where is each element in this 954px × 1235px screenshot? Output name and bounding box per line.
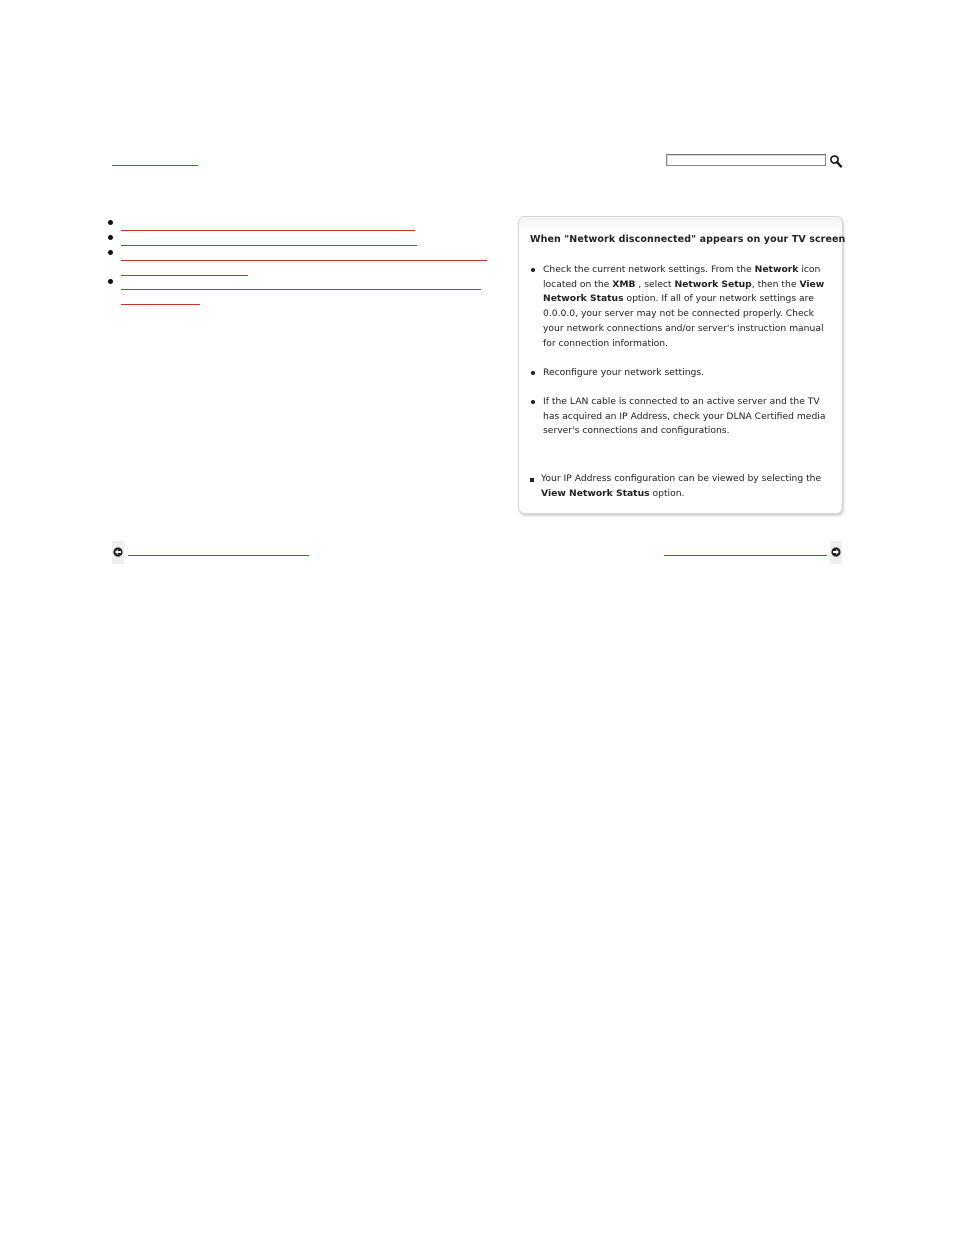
list-item <box>108 216 498 231</box>
bullet-text: , select <box>635 278 675 290</box>
bullet-text: Reconfigure your network settings. <box>543 367 705 379</box>
related-link[interactable] <box>121 246 487 261</box>
related-link[interactable] <box>121 216 415 231</box>
list-item <box>530 263 830 351</box>
arrow-right-circle-icon <box>831 547 841 557</box>
view-network-status-label: View Network Status <box>541 487 650 499</box>
network-label: Network <box>754 264 799 275</box>
arrow-left-circle-icon <box>113 547 123 557</box>
related-links-list <box>108 216 498 306</box>
search-input[interactable] <box>666 154 826 166</box>
view-network-status-label: View Network Status <box>543 278 825 305</box>
next-page-button[interactable] <box>830 541 842 564</box>
list-item <box>530 395 830 439</box>
note <box>529 472 846 501</box>
network-setup-label: Network Setup <box>674 278 752 290</box>
home-link[interactable] <box>112 156 198 166</box>
magnifier-icon <box>829 154 843 168</box>
bullet-text: option. If all of your network settings are 0.0.0.0, your server may not be connected properly. Check your network connections and/or server's instruction manual for connection information. <box>543 293 824 349</box>
list-item <box>108 275 498 306</box>
related-link-continued[interactable] <box>121 261 248 276</box>
related-link-continued[interactable] <box>121 290 200 305</box>
next-page-link[interactable] <box>664 546 827 556</box>
panel-title: When "Network disconnected" appears on your TV screen <box>530 234 846 245</box>
xmb-label: XMB <box>612 278 636 290</box>
note-text: Your IP Address configuration can be viewed by selecting the <box>541 473 822 484</box>
troubleshooting-list <box>530 263 830 454</box>
note-text: option. <box>649 487 685 499</box>
related-link[interactable] <box>121 231 417 246</box>
bullet-text: icon located on the <box>543 264 821 290</box>
bullet-text: If the LAN cable is connected to an active server and the TV has acquired an IP Address, check your DLNA Certified media server's connections and configurations. <box>543 395 826 437</box>
list-item <box>108 246 498 277</box>
list-item <box>108 231 498 246</box>
bullet-text: Check the current network settings. From the <box>543 264 755 275</box>
search-button[interactable] <box>829 153 843 167</box>
prev-page-button[interactable] <box>112 541 124 564</box>
info-panel <box>518 216 846 514</box>
bullet-text: , then the <box>751 278 800 290</box>
prev-page-link[interactable] <box>128 546 309 556</box>
list-item <box>530 366 830 381</box>
related-link[interactable] <box>121 275 481 290</box>
